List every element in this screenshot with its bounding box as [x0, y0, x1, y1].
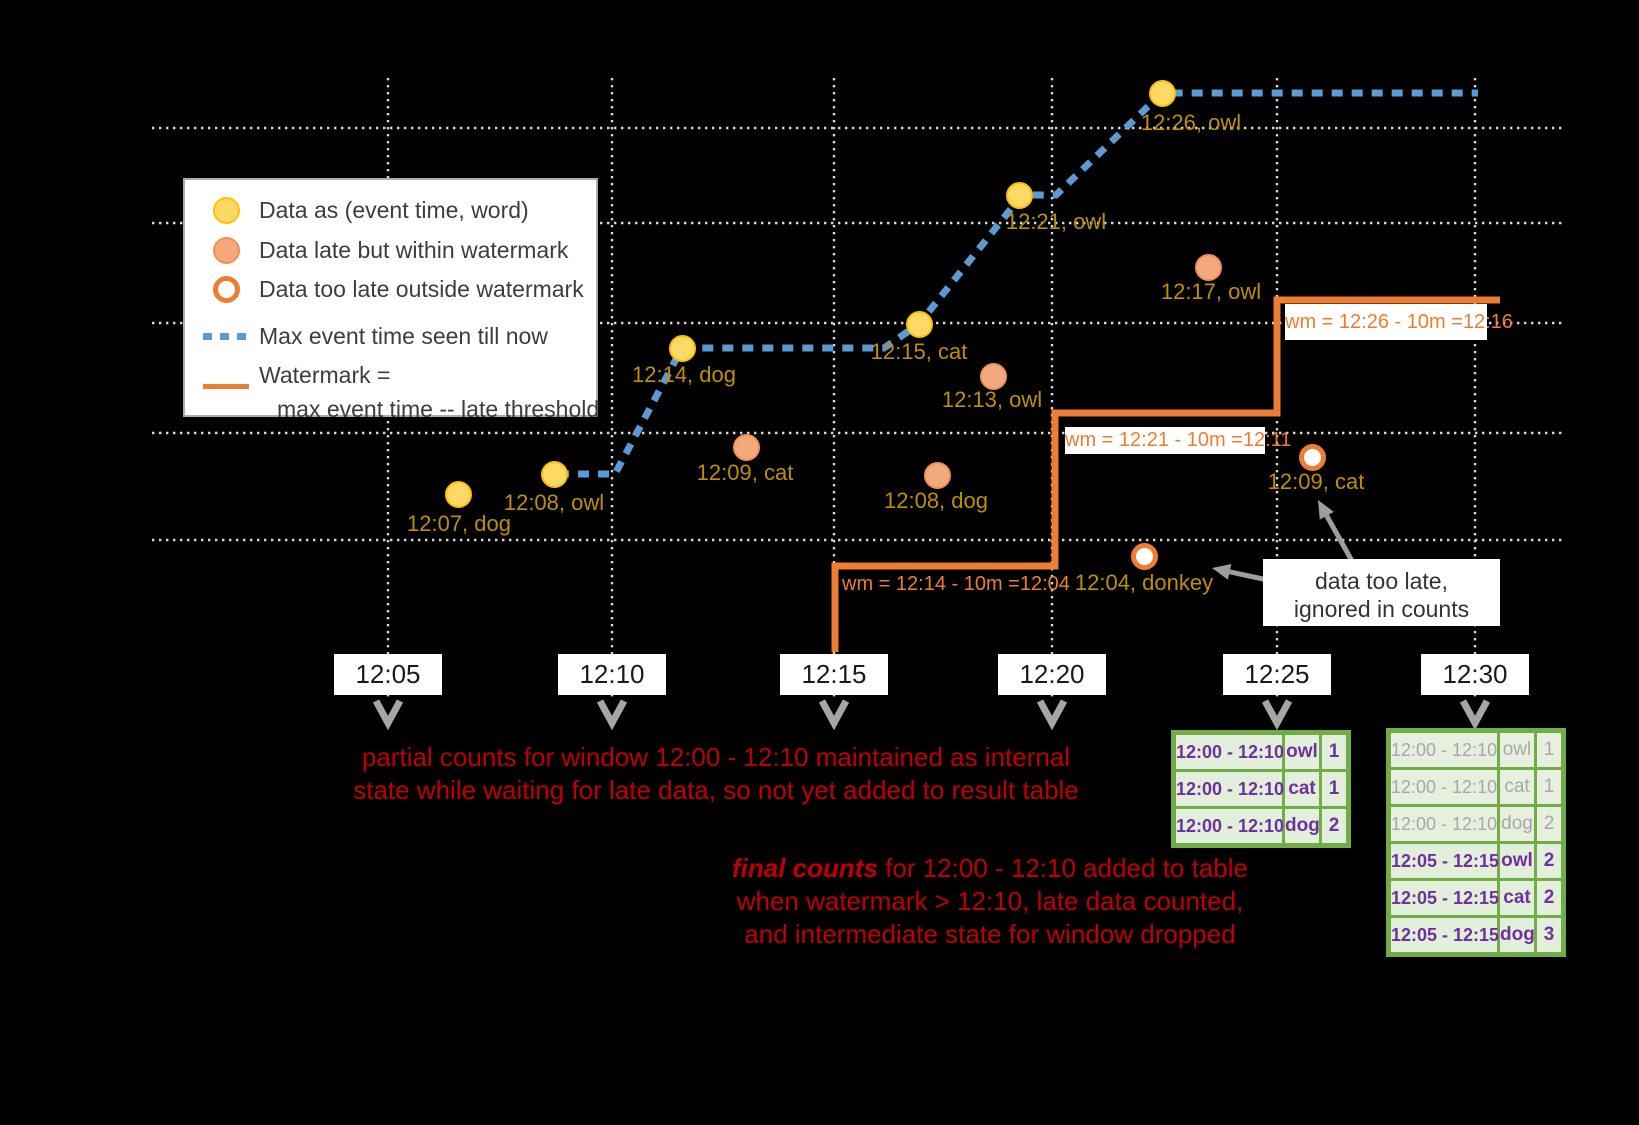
table-cell-cnt: 2 — [1537, 844, 1561, 878]
table-cell-win: 12:05 - 12:15 — [1391, 881, 1497, 915]
data-point-label: 12:09, cat — [1267, 469, 1365, 494]
x-axis-tick-1215: 12:15 — [780, 654, 888, 695]
data-point-label: 12:08, owl — [503, 490, 605, 515]
table-cell-word: owl — [1500, 733, 1534, 767]
data-point-label: 12:08, dog — [884, 488, 988, 513]
table-cell-word: dog — [1285, 809, 1319, 843]
data-point-dot — [445, 481, 472, 508]
x-axis-tick-1210: 12:10 — [558, 654, 666, 695]
max-event-time-line — [558, 93, 1478, 474]
x-axis-tick-1205: 12:05 — [334, 654, 442, 695]
callout-line: ignored in counts — [1293, 596, 1470, 622]
data-point-dot — [541, 461, 568, 488]
legend-label: Max event time seen till now — [259, 322, 548, 349]
x-axis-tick-1225: 12:25 — [1223, 654, 1331, 695]
table-cell-cnt: 1 — [1322, 735, 1346, 769]
table-cell-word: cat — [1500, 770, 1534, 804]
data-point-dot — [1299, 444, 1326, 471]
note-line: partial counts for window 12:00 - 12:10 maintained as internal — [361, 742, 1071, 772]
callout-line: data too late, — [1315, 568, 1448, 594]
axis-arrow-icon — [822, 701, 846, 723]
x-axis-tick-1220: 12:20 — [998, 654, 1106, 695]
table-cell-win: 12:00 - 12:10 — [1176, 809, 1282, 843]
axis-arrow-icon — [1040, 701, 1064, 723]
data-point-label: 12:13, owl — [941, 387, 1043, 412]
callout-arrowhead-icon — [1212, 564, 1231, 580]
callout-arrow — [1327, 516, 1352, 561]
legend-label: Data too late outside watermark — [259, 275, 584, 302]
table-cell-word: cat — [1285, 772, 1319, 806]
x-axis-tick-1230: 12:30 — [1421, 654, 1529, 695]
ontime-dot-icon — [203, 197, 249, 224]
data-point-dot — [1006, 182, 1033, 209]
table-cell-cnt: 1 — [1537, 733, 1561, 767]
table-cell-cnt: 2 — [1537, 881, 1561, 915]
toolate-ring-icon — [203, 276, 249, 303]
table-cell-cnt: 1 — [1537, 770, 1561, 804]
data-point-label: 12:26, owl — [1140, 110, 1242, 135]
data-point-label: 12:09, cat — [696, 460, 794, 485]
note-line: state while waiting for late data, so not yet added to result table — [353, 775, 1079, 805]
data-point-label: 12:21, owl — [1005, 209, 1107, 234]
axis-arrow-icon — [1463, 701, 1487, 723]
note-partial-counts — [340, 741, 1092, 807]
table-cell-word: dog — [1500, 918, 1534, 952]
legend-item — [203, 270, 596, 308]
note-line: when watermark > 12:10, late data counted, — [736, 886, 1244, 916]
table-cell-word: owl — [1500, 844, 1534, 878]
result-table-1 — [1171, 730, 1351, 848]
watermark-annotation: wm = 12:26 - 10m =12:16 — [1285, 304, 1487, 340]
late-dot-icon — [203, 237, 249, 264]
legend-item — [203, 190, 596, 230]
legend-label-sub: max event time -- late threshold — [277, 396, 600, 422]
watermark-annotation: wm = 12:14 - 10m =12:04 — [842, 573, 1070, 595]
table-cell-cnt: 1 — [1322, 772, 1346, 806]
legend-item — [203, 316, 596, 356]
data-point-dot — [980, 363, 1007, 390]
data-point-dot — [906, 311, 933, 338]
legend-label: Data as (event time, word) — [259, 196, 529, 223]
data-point-dot — [1195, 254, 1222, 281]
legend-label: Watermark = — [259, 361, 391, 388]
table-cell-word: cat — [1500, 881, 1534, 915]
legend — [183, 178, 600, 422]
legend-label: Data late but within watermark — [259, 236, 569, 263]
table-cell-word: owl — [1285, 735, 1319, 769]
data-point-dot — [733, 434, 760, 461]
note-final-em: final counts — [732, 853, 878, 883]
legend-item — [203, 230, 596, 270]
data-point-label: 12:07, dog — [407, 511, 511, 536]
table-cell-win: 12:00 - 12:10 — [1176, 735, 1282, 769]
note-final-rest: for 12:00 - 12:10 added to table — [877, 853, 1248, 883]
data-point-dot — [1131, 543, 1158, 570]
table-cell-cnt: 2 — [1322, 809, 1346, 843]
too-late-callout — [1263, 559, 1500, 626]
table-cell-cnt: 3 — [1537, 918, 1561, 952]
data-point-label: 12:17, owl — [1160, 279, 1262, 304]
note-final-counts — [723, 852, 1257, 951]
table-cell-word: dog — [1500, 807, 1534, 841]
table-cell-win: 12:00 - 12:10 — [1391, 770, 1497, 804]
table-cell-win: 12:00 - 12:10 — [1391, 733, 1497, 767]
axis-arrow-icon — [376, 701, 400, 723]
table-cell-win: 12:05 - 12:15 — [1391, 844, 1497, 878]
axis-arrow-icon — [600, 701, 624, 723]
result-table-2 — [1386, 728, 1566, 957]
max-event-dashes-icon — [203, 333, 249, 340]
data-point-label: 12:14, dog — [632, 362, 736, 387]
legend-item — [203, 356, 596, 394]
watermark-annotation: wm = 12:21 - 10m =12:11 — [1065, 427, 1265, 454]
table-cell-win: 12:05 - 12:15 — [1391, 918, 1497, 952]
axis-arrow-icon — [1265, 701, 1289, 723]
data-point-dot — [669, 335, 696, 362]
note-line: and intermediate state for window dropped — [744, 919, 1236, 949]
watermark-line-icon — [203, 373, 249, 378]
data-point-dot — [924, 462, 951, 489]
data-point-dot — [1149, 80, 1176, 107]
data-point-label: 12:04, donkey — [1074, 570, 1214, 595]
table-cell-cnt: 2 — [1537, 807, 1561, 841]
data-point-label: 12:15, cat — [870, 339, 968, 364]
note-line — [723, 852, 1257, 885]
table-cell-win: 12:00 - 12:10 — [1176, 772, 1282, 806]
table-cell-win: 12:00 - 12:10 — [1391, 807, 1497, 841]
